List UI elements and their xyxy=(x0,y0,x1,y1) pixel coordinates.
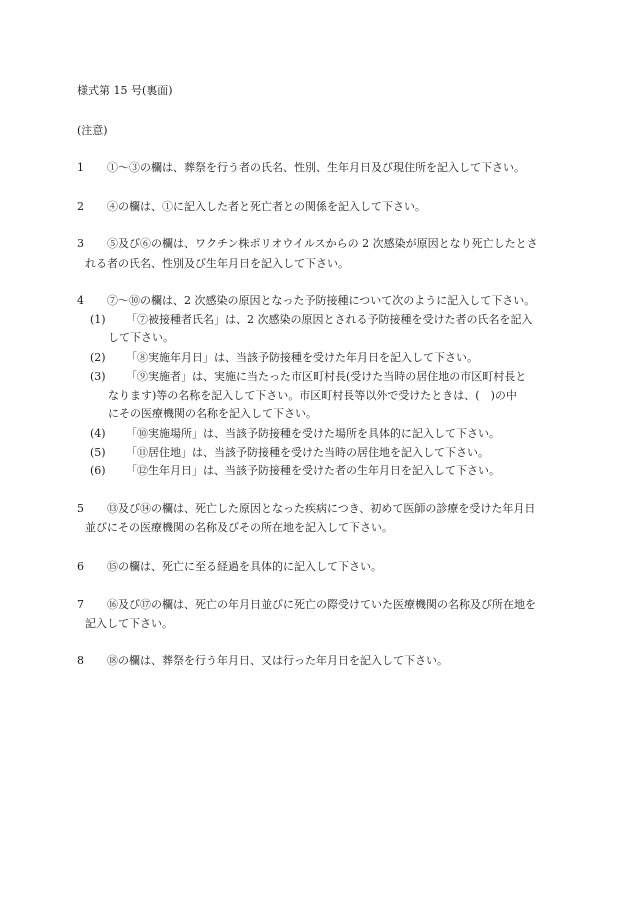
subitem-number: (1) xyxy=(90,313,106,326)
note-number: 1 xyxy=(77,161,84,174)
note-8 xyxy=(77,654,448,668)
form-title: 様式第 15 号(裏面) xyxy=(77,84,173,97)
note-text: ⑦〜⑩の欄は、2 次感染の原因となった予防接種について次のように記入して下さい。 xyxy=(107,294,536,307)
subitem-5 xyxy=(90,446,489,460)
subitem-3-continuation: なります)等の名称を記入して下さい。市区町村長等以外で受けたときは、( )の中 xyxy=(108,389,517,402)
note-5-continuation: 並びにその医療機関の名称及びその所在地を記入して下さい。 xyxy=(85,521,393,534)
subitem-text: 「⑧実施年月日」は、当該予防接種を受けた年月日を記入して下さい。 xyxy=(126,351,478,364)
subitem-3-continuation: にその医療機関の名称を記入して下さい。 xyxy=(108,407,317,420)
subitem-6 xyxy=(90,464,500,478)
note-5 xyxy=(77,502,535,516)
subitem-4 xyxy=(90,427,500,441)
subitem-text: 「⑨実施者」は、実施に当たった市区町村長(受けた当時の居住地の市区町村長と xyxy=(126,370,527,383)
note-text: ⑬及び⑭の欄は、死亡した原因となった疾病につき、初めて医師の診療を受けた年月日 xyxy=(107,502,536,515)
subitem-text: 「⑫生年月日」は、当該予防接種を受けた者の生年月日を記入して下さい。 xyxy=(126,464,500,477)
note-text: ⑱の欄は、葬祭を行う年月日、又は行った年月日を記入して下さい。 xyxy=(107,654,448,667)
note-text: ⑯及び⑰の欄は、死亡の年月日並びに死亡の際受けていた医療機関の名称及び所在地を xyxy=(107,598,536,611)
note-number: 2 xyxy=(77,200,84,213)
note-3-continuation: れる者の氏名、性別及び生年月日を記入して下さい。 xyxy=(85,257,349,270)
notes-heading: (注意) xyxy=(77,124,108,137)
subitem-number: (6) xyxy=(90,464,106,477)
subitem-text: 「⑩実施場所」は、当該予防接種を受けた場所を具体的に記入して下さい。 xyxy=(126,427,500,440)
subitem-1 xyxy=(90,313,533,327)
subitem-text: 「⑪居住地」は、当該予防接種を受けた当時の居住地を記入して下さい。 xyxy=(126,446,489,459)
note-number: 7 xyxy=(77,598,84,611)
subitem-text: 「⑦被接種者氏名」は、2 次感染の原因とされる予防接種を受けた者の氏名を記入 xyxy=(126,313,533,326)
subitem-number: (4) xyxy=(90,427,106,440)
note-text: ①〜③の欄は、葬祭を行う者の氏名、性別、生年月日及び現住所を記入して下さい。 xyxy=(107,161,525,174)
note-number: 6 xyxy=(77,560,84,573)
subitem-3 xyxy=(90,370,526,384)
note-2 xyxy=(77,200,426,214)
note-number: 4 xyxy=(77,294,84,307)
note-1 xyxy=(77,161,525,175)
note-text: ⑤及び⑥の欄は、ワクチン株ポリオウイルスからの 2 次感染が原因となり死亡したとさ xyxy=(107,237,538,250)
note-3 xyxy=(77,237,538,251)
note-6 xyxy=(77,560,382,574)
subitem-2 xyxy=(90,351,478,365)
note-number: 3 xyxy=(77,237,84,250)
note-7 xyxy=(77,598,536,612)
note-number: 8 xyxy=(77,654,84,667)
subitem-number: (3) xyxy=(90,370,106,383)
note-text: ⑮の欄は、死亡に至る経過を具体的に記入して下さい。 xyxy=(107,560,382,573)
note-number: 5 xyxy=(77,502,84,515)
subitem-1-continuation: して下さい。 xyxy=(108,331,174,344)
note-text: ④の欄は、①に記入した者と死亡者との関係を記入して下さい。 xyxy=(107,200,426,213)
subitem-number: (2) xyxy=(90,351,106,364)
note-7-continuation: 記入して下さい。 xyxy=(85,617,173,630)
subitem-number: (5) xyxy=(90,446,106,459)
note-4 xyxy=(77,294,535,308)
